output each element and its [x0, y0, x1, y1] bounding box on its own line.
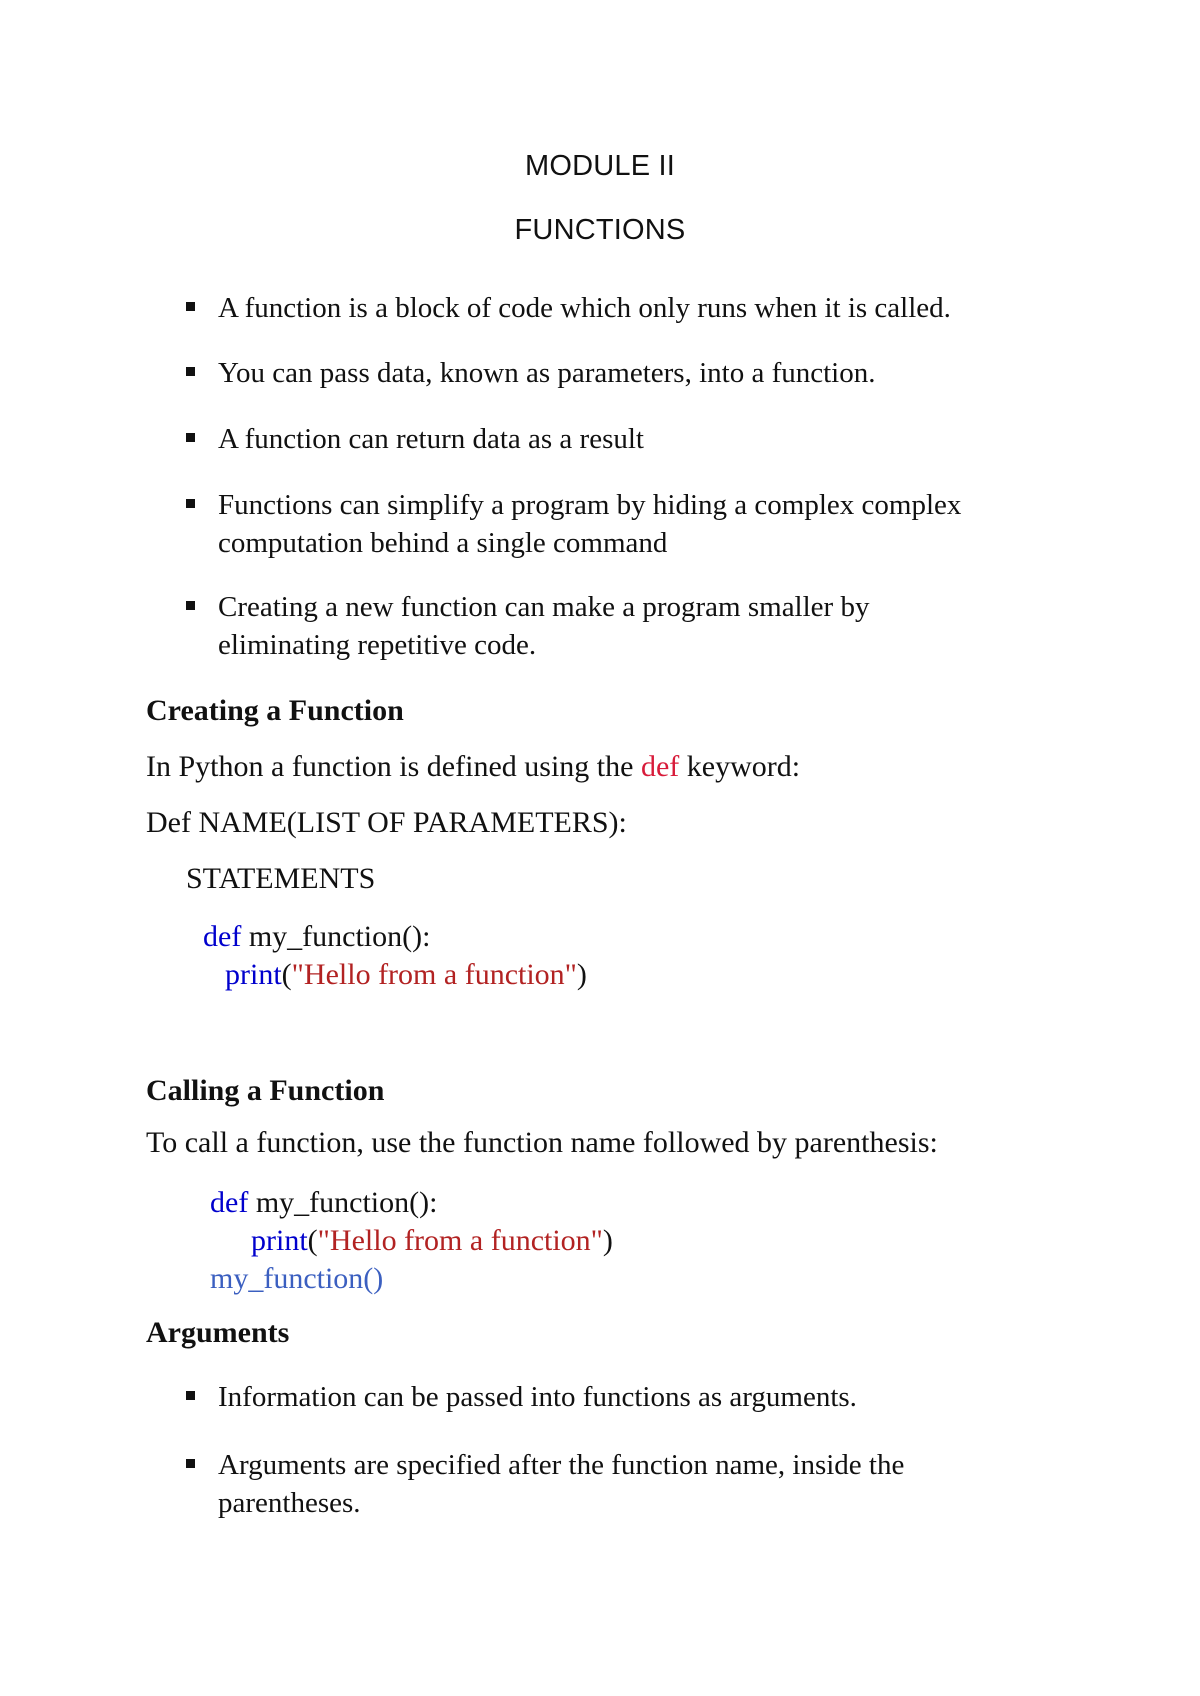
print-keyword: print [251, 1224, 308, 1257]
code-def-line [203, 920, 430, 954]
def-keyword: def [210, 1186, 249, 1219]
close-paren: ) [576, 958, 587, 991]
intro-bullet-5: Creating a new function can make a program smaller by eliminating repetitive code. [218, 591, 870, 661]
arguments-bullet-1: Information can be passed into functions as arguments. [218, 1381, 857, 1413]
bullet-marker [186, 601, 198, 613]
arguments-heading: Arguments [146, 1316, 290, 1349]
bullet-marker [186, 1459, 198, 1471]
syntax-body: STATEMENTS [186, 862, 376, 895]
calling-heading: Calling a Function [146, 1074, 385, 1107]
bullet-marker [186, 367, 198, 379]
creating-intro-suffix: keyword: [679, 750, 801, 783]
code-print-line [225, 958, 587, 992]
module-title: MODULE II [524, 150, 676, 182]
syntax-line: Def NAME(LIST OF PARAMETERS): [146, 806, 627, 839]
def-signature: my_function(): [241, 920, 431, 953]
code-def-line [210, 1186, 437, 1220]
open-paren: ( [307, 1224, 318, 1257]
arguments-bullet-2: Arguments are specified after the function name, inside the parentheses. [218, 1449, 905, 1519]
string-literal: "Hello from a function" [291, 958, 577, 991]
string-literal: "Hello from a function" [317, 1224, 603, 1257]
creating-intro-prefix: In Python a function is defined using the [146, 750, 641, 783]
intro-bullet-1: A function is a block of code which only runs when it is called. [218, 292, 951, 324]
calling-intro: To call a function, use the function name followed by parenthesis: [146, 1126, 938, 1159]
bullet-marker [186, 1391, 198, 1403]
topic-title: FUNCTIONS [514, 214, 686, 246]
code-call-line: my_function() [210, 1262, 384, 1295]
bullet-marker [186, 499, 198, 511]
bullet-marker [186, 433, 198, 445]
intro-bullet-4: Functions can simplify a program by hiding a complex complex computation behind a single command [218, 489, 962, 559]
intro-bullet-3: A function can return data as a result [218, 423, 644, 455]
open-paren: ( [281, 958, 292, 991]
def-keyword-highlight: def [640, 750, 680, 783]
close-paren: ) [602, 1224, 613, 1257]
creating-heading: Creating a Function [146, 694, 404, 727]
bullet-marker [186, 302, 198, 314]
code-print-line [251, 1224, 613, 1258]
def-keyword: def [203, 920, 242, 953]
print-keyword: print [225, 958, 282, 991]
intro-bullet-2: You can pass data, known as parameters, into a function. [218, 357, 876, 389]
def-signature: my_function(): [248, 1186, 438, 1219]
creating-intro [146, 750, 800, 784]
